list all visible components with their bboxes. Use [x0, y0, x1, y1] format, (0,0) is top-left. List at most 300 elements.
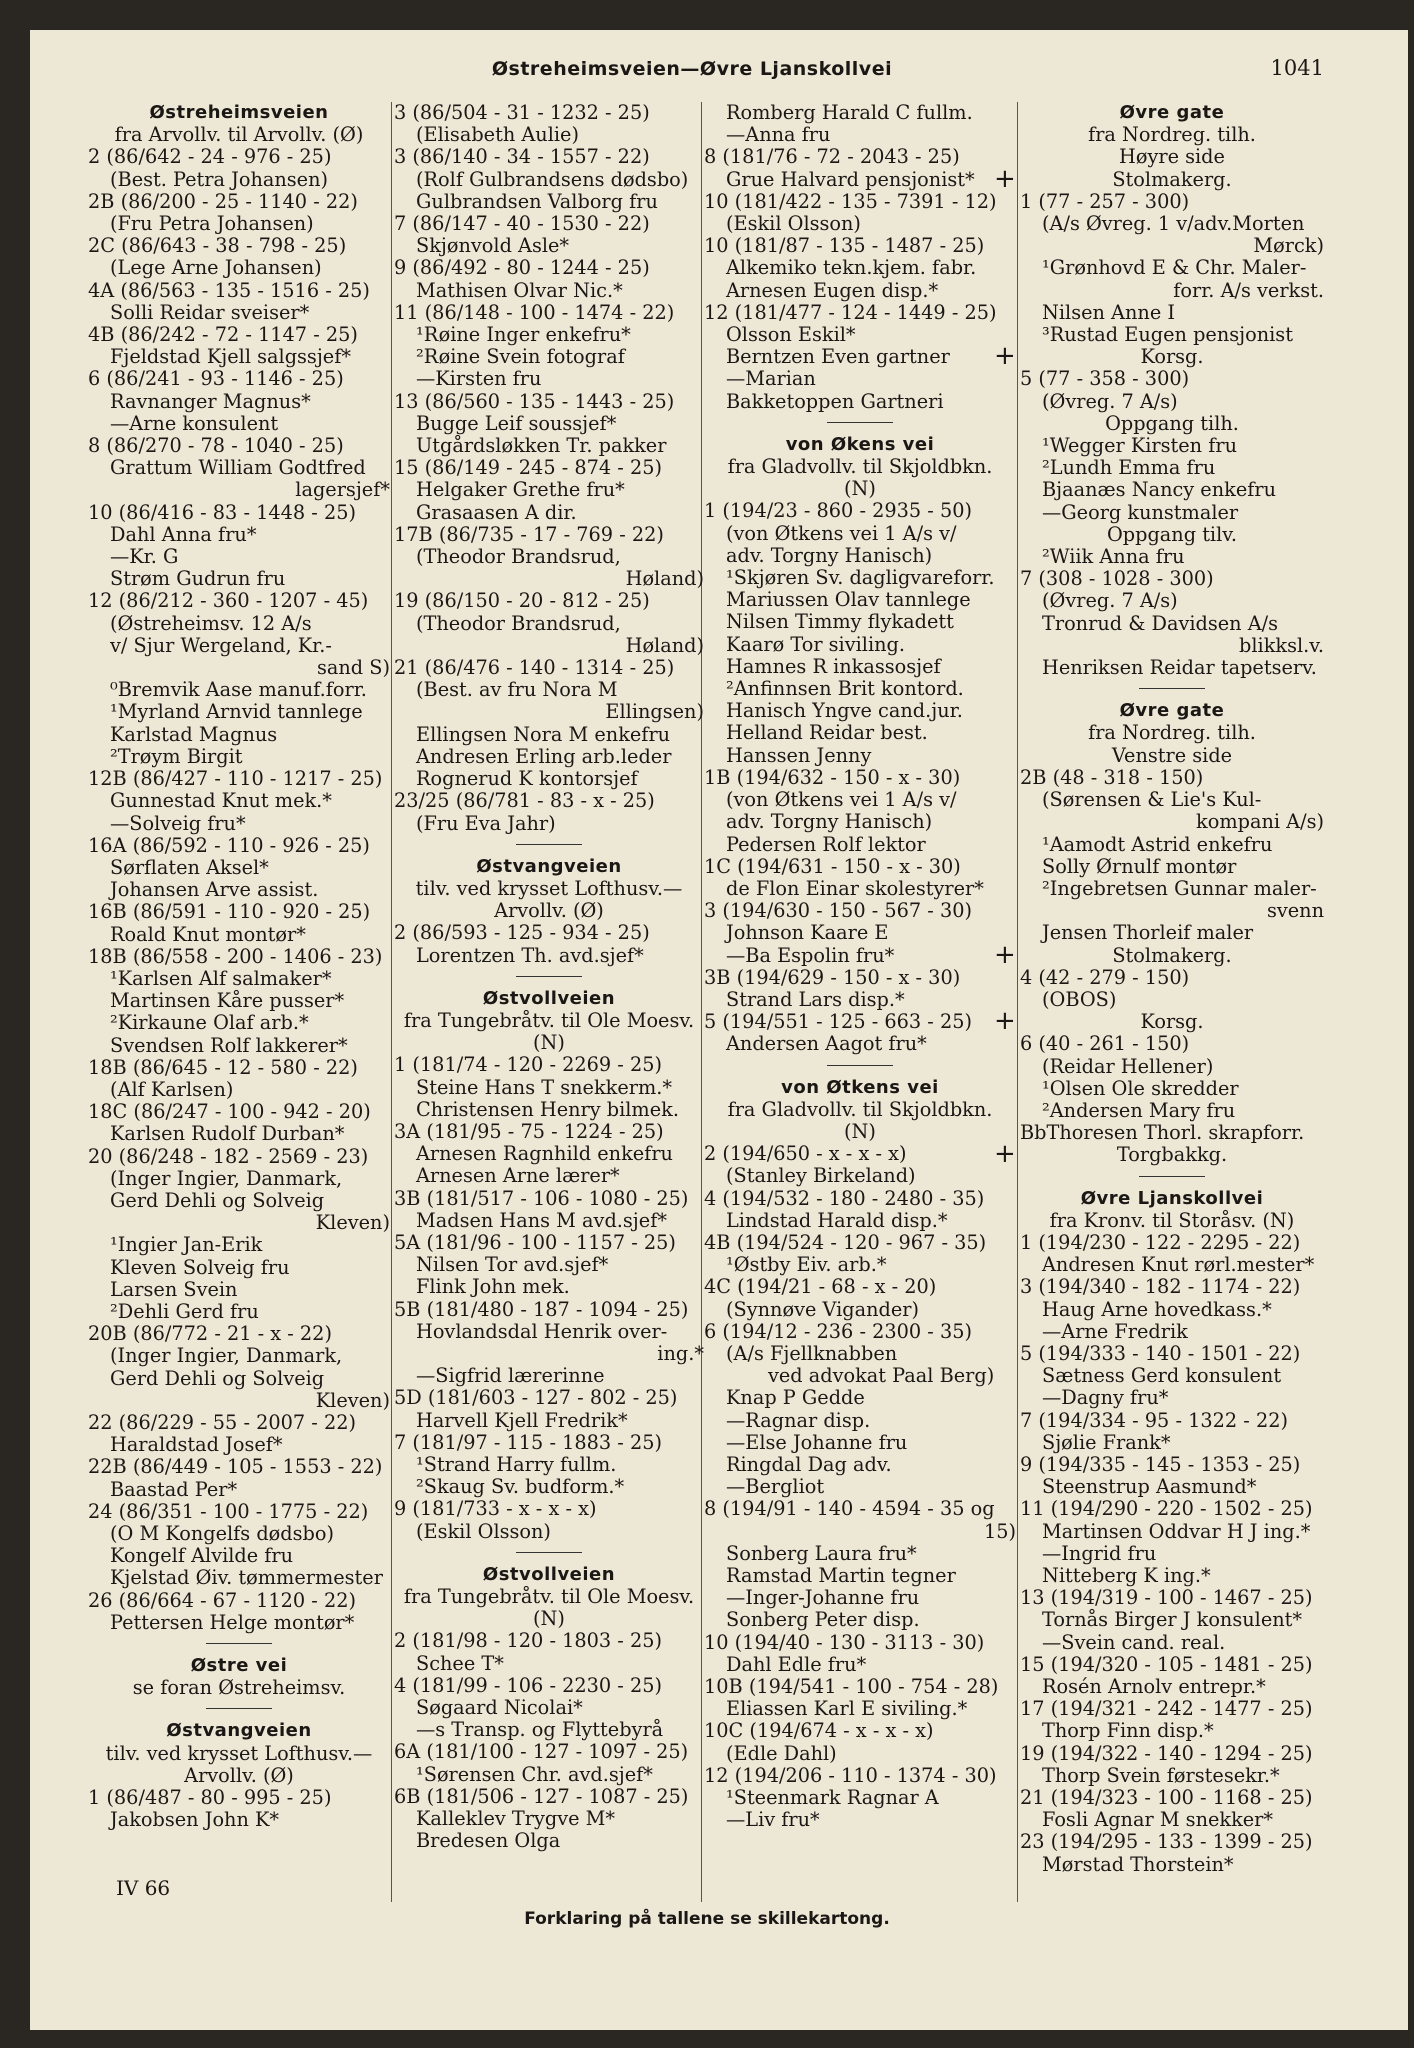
resident-entry: —Sigfrid lærerinne: [416, 1364, 605, 1388]
address-entry: 4 (42 - 279 - 150): [1020, 965, 1190, 989]
resident-entry: (Fru Eva Jahr): [416, 811, 556, 835]
resident-entry: Gunnestad Knut mek.*: [110, 789, 332, 813]
resident-entry: Bakketoppen Gartneri: [726, 389, 944, 413]
resident-entry: Søgaard Nicolai*: [416, 1696, 583, 1720]
resident-entry: —Arne Fredrik: [1042, 1319, 1188, 1343]
address-entry: 3 (86/140 - 34 - 1557 - 22): [394, 145, 650, 169]
cross-street: Korsg. +: [994, 1006, 1204, 1037]
resident-entry: (Best. av fru Nora M: [416, 678, 618, 702]
resident-entry: Solli Reidar sveiser*: [110, 300, 310, 324]
resident-entry: —Arne konsulent: [110, 411, 279, 435]
resident-entry: Kalleklev Trygve M*: [416, 1807, 616, 1831]
entry-continuation: Høland): [625, 633, 704, 657]
resident-entry: (Best. Petra Johansen): [110, 167, 329, 191]
resident-entry: Lindstad Harald disp.*: [726, 1208, 948, 1232]
address-entry: 8 (86/270 - 78 - 1040 - 25): [88, 434, 344, 458]
resident-entry: ¹Grønhovd E & Chr. Maler-: [1042, 256, 1307, 280]
address-entry: 3A (181/95 - 75 - 1224 - 25): [394, 1119, 664, 1143]
resident-entry: (O M Kongelfs dødsbo): [110, 1522, 334, 1545]
address-entry: 10 (181/422 - 135 - 7391 - 12): [704, 189, 997, 213]
resident-entry: de Flon Einar skolestyrer*: [726, 876, 984, 900]
resident-entry: Hovlandsdal Henrik over-: [416, 1319, 668, 1343]
page-number: 1041: [1270, 56, 1324, 80]
address-entry: 5A (181/96 - 100 - 1157 - 25): [394, 1230, 676, 1254]
address-entry: 2 (181/98 - 120 - 1803 - 25): [394, 1629, 662, 1653]
resident-entry: Sonberg Peter disp.: [726, 1608, 920, 1632]
resident-entry: —Georg kunstmaler: [1042, 500, 1239, 524]
resident-entry: Ellingsen Nora M enkefru: [416, 722, 671, 746]
resident-entry: Martinsen Oddvar H J ing.*: [1042, 1519, 1311, 1543]
entry-continuation: Kleven): [315, 1211, 390, 1235]
directory-column-4: [994, 102, 1324, 1876]
resident-entry: Jensen Thorleif maler: [1042, 921, 1254, 945]
resident-entry: Mørstad Thorstein*: [1042, 1852, 1234, 1876]
resident-entry: (Edle Dahl): [726, 1741, 837, 1765]
address-entry: 2B (48 - 318 - 150): [1020, 765, 1204, 789]
resident-entry: Kleven Solveig fru: [110, 1255, 290, 1279]
resident-entry: —Inger-Johanne fru: [726, 1586, 920, 1610]
column-divider: [391, 102, 392, 1902]
address-entry: 9 (86/492 - 80 - 1244 - 25): [394, 256, 650, 280]
resident-entry: Gerd Dehli og Solveig: [110, 1366, 325, 1390]
resident-entry: ²Trøym Birgit: [110, 744, 243, 768]
section-separator: [1139, 688, 1205, 689]
resident-entry: Mathisen Olvar Nic.*: [416, 278, 623, 302]
resident-entry: ²Anfinnsen Brit kontord.: [726, 677, 964, 701]
address-entry: 1 (194/23 - 860 - 2935 - 50): [704, 499, 972, 523]
signature-mark: IV 66: [116, 1876, 171, 1900]
address-entry: 6 (86/241 - 93 - 1146 - 25): [88, 367, 344, 391]
section-separator: [206, 1643, 272, 1644]
address-entry: 10 (86/416 - 83 - 1448 - 25): [88, 500, 356, 524]
address-entry: 1 (194/230 - 122 - 2295 - 22): [1020, 1230, 1301, 1254]
resident-entry: —Kr. G: [110, 545, 179, 569]
resident-entry: Haug Arne hovedkass.*: [1042, 1297, 1272, 1321]
resident-entry: Nilsen Tor avd.sjef*: [416, 1253, 609, 1277]
resident-entry: —Bergliot: [726, 1475, 825, 1499]
crossing-icon: +: [994, 1006, 1016, 1037]
resident-entry: Fjeldstad Kjell salgssjef*: [110, 345, 351, 369]
address-entry: 3 (194/630 - 150 - 567 - 30): [704, 899, 972, 923]
resident-entry: Pettersen Helge montør*: [110, 1610, 355, 1634]
resident-entry: —Dagny fru*: [1042, 1386, 1169, 1410]
address-entry: 13 (86/560 - 135 - 1443 - 25): [394, 389, 675, 413]
address-entry: 16B (86/591 - 110 - 920 - 25): [88, 900, 371, 924]
resident-entry: —Ba Espolin fru*: [726, 943, 895, 967]
street-heading: Østvollveien: [482, 1563, 616, 1585]
resident-entry: Tornås Birger J konsulent*: [1042, 1608, 1303, 1632]
resident-entry: Arnesen Arne lærer*: [416, 1164, 620, 1188]
resident-entry: Henriksen Reidar tapetserv.: [1042, 656, 1317, 680]
resident-entry: (Inger Ingier, Danmark,: [110, 1344, 343, 1368]
address-entry: 7 (181/97 - 115 - 1883 - 25): [394, 1430, 662, 1454]
crossing-icon: +: [994, 1139, 1016, 1170]
resident-entry: Lorentzen Th. avd.sjef*: [416, 943, 644, 967]
resident-entry: Grattum William Godtfred: [110, 456, 366, 480]
resident-entry: (Inger Ingier, Danmark,: [110, 1166, 343, 1190]
address-entry: 10 (181/87 - 135 - 1487 - 25): [704, 234, 985, 258]
street-description: fra Nordreg. tilh.: [1088, 721, 1256, 745]
resident-entry: Sætness Gerd konsulent: [1042, 1364, 1282, 1388]
address-entry: 9 (181/733 - x - x - x): [394, 1497, 597, 1521]
resident-entry: Hanisch Yngve cand.jur.: [726, 699, 963, 723]
resident-entry: ¹Myrland Arnvid tannlege: [110, 700, 363, 724]
resident-entry: Martinsen Kåre pusser*: [110, 989, 345, 1013]
street-description: Oppgang tilh.: [1105, 411, 1239, 435]
resident-entry: Ramstad Martin tegner: [726, 1564, 956, 1587]
street-heading: Østvangveien: [166, 1720, 312, 1742]
address-entry: 2 (86/642 - 24 - 976 - 25): [88, 145, 332, 169]
column-divider: [1017, 102, 1018, 1902]
address-entry: 12 (86/212 - 360 - 1207 - 45): [88, 589, 369, 613]
address-entry: 10C (194/674 - x - x - x): [704, 1719, 934, 1743]
street-description: Høyre side: [1119, 145, 1225, 169]
resident-entry: Thorp Finn disp.*: [1042, 1719, 1214, 1743]
resident-entry: Flink John mek.: [416, 1275, 570, 1299]
address-entry: 5D (181/603 - 127 - 802 - 25): [394, 1386, 678, 1410]
address-entry: 20B (86/772 - 21 - x - 22): [88, 1322, 332, 1346]
resident-entry: Strand Lars disp.*: [726, 987, 905, 1011]
address-entry: 10B (194/541 - 100 - 754 - 28): [704, 1675, 999, 1699]
resident-entry: ¹Sørensen Chr. avd.sjef*: [416, 1762, 653, 1786]
resident-entry: Solly Ørnulf montør: [1042, 854, 1237, 878]
address-entry: 23/25 (86/781 - 83 - x - 25): [394, 789, 655, 813]
address-entry: 2C (86/643 - 38 - 798 - 25): [88, 234, 347, 258]
resident-entry: Haraldstad Josef*: [110, 1433, 283, 1457]
entry-continuation: Høland): [625, 567, 704, 591]
street-description: fra Nordreg. tilh.: [1088, 123, 1256, 147]
entry-continuation: Mørck): [1253, 234, 1324, 258]
address-entry: 10 (194/40 - 130 - 3113 - 30): [704, 1630, 985, 1654]
resident-entry: Hamnes R inkassosjef: [726, 654, 941, 678]
address-entry: 12B (86/427 - 110 - 1217 - 25): [88, 767, 383, 791]
resident-entry: Grasaasen A dir.: [416, 500, 577, 524]
resident-entry: Nilsen Anne I: [1042, 300, 1175, 324]
address-entry: 21 (194/323 - 100 - 1168 - 25): [1020, 1786, 1313, 1810]
address-entry: 9 (194/335 - 145 - 1353 - 25): [1020, 1452, 1301, 1476]
street-description: fra Tungebråtv. til Ole Moesv.: [403, 1585, 695, 1608]
address-entry: 2B (86/200 - 25 - 1140 - 22): [88, 189, 358, 213]
resident-entry: ⁰Bremvik Aase manuf.forr.: [110, 678, 367, 702]
resident-entry: Bredesen Olga: [416, 1829, 561, 1853]
resident-entry: Baastad Per*: [110, 1477, 238, 1501]
resident-entry: Bugge Leif soussjef*: [416, 411, 617, 435]
entry-continuation: svenn: [1266, 899, 1324, 923]
address-entry: 19 (86/150 - 20 - 812 - 25): [394, 589, 650, 613]
resident-entry: Gulbrandsen Valborg fru: [416, 189, 658, 213]
street-description: Oppgang tilv.: [1106, 522, 1238, 546]
resident-entry: (Theodor Brandsrud,: [416, 545, 621, 569]
resident-entry: Karlsen Rudolf Durban*: [110, 1122, 345, 1146]
street-description: se foran Østreheimsv.: [132, 1676, 346, 1700]
resident-entry: (Østreheimsv. 12 A/s: [110, 611, 312, 635]
street-heading: Øvre Ljanskollvei: [1080, 1187, 1264, 1209]
cross-street: Stolmakerg. +: [994, 939, 1232, 970]
crossing-icon: +: [994, 341, 1016, 372]
resident-entry: Thorp Svein førstesekr.*: [1042, 1763, 1280, 1787]
resident-entry: Strøm Gudrun fru: [110, 567, 286, 591]
address-entry: 22B (86/449 - 105 - 1553 - 22): [88, 1455, 383, 1479]
resident-entry: (Øvreg. 7 A/s): [1042, 589, 1178, 613]
resident-entry: Eliassen Karl E siviling.*: [726, 1697, 968, 1721]
resident-entry: Sjølie Frank*: [1042, 1430, 1171, 1454]
address-entry: 3B (194/629 - 150 - x - 30): [704, 965, 961, 989]
resident-entry: Knap P Gedde: [726, 1386, 865, 1410]
resident-entry: Johnson Kaare E: [726, 921, 889, 945]
street-description: fra Gladvollv. til Skjoldbkn.: [727, 1097, 993, 1121]
address-entry: 1C (194/631 - 150 - x - 30): [704, 854, 961, 878]
section-separator: [827, 1065, 893, 1066]
address-entry: 13 (194/319 - 100 - 1467 - 25): [1020, 1586, 1313, 1610]
resident-entry: (Alf Karlsen): [110, 1077, 234, 1101]
resident-entry: Mariussen Olav tannlege: [726, 588, 971, 612]
entry-continuation: blikksl.v.: [1239, 633, 1324, 657]
resident-entry: v/ Sjur Wergeland, Kr.-: [110, 633, 332, 657]
resident-entry: Romberg Harald C fullm.: [726, 101, 973, 124]
resident-entry: Steine Hans T snekkerm.*: [416, 1075, 673, 1099]
street-description: (N): [844, 477, 876, 501]
entry-continuation: Ellingsen): [605, 700, 704, 724]
entry-continuation: 15): [983, 1519, 1016, 1543]
section-separator: [516, 976, 582, 977]
address-entry: 18B (86/558 - 200 - 1406 - 23): [88, 944, 383, 968]
resident-entry: ¹Østby Eiv. arb.*: [726, 1253, 887, 1277]
cross-street: Korsg. +: [994, 341, 1204, 372]
resident-entry: —Anna fru: [726, 123, 831, 147]
resident-entry: Kjelstad Øiv. tømmermester: [110, 1566, 383, 1590]
resident-entry: —Ragnar disp.: [726, 1408, 871, 1432]
resident-entry: Kaarø Tor siviling.: [726, 632, 906, 656]
section-separator: [516, 1552, 582, 1553]
resident-entry: Tronrud & Davidsen A/s: [1042, 611, 1279, 635]
street-description: Venstre side: [1111, 743, 1233, 767]
directory-column-2: [394, 102, 704, 1852]
address-entry: 6A (181/100 - 127 - 1097 - 25): [394, 1740, 689, 1764]
resident-entry: ¹Ingier Jan-Erik: [110, 1233, 263, 1257]
street-description: fra Arvollv. til Arvollv. (Ø): [114, 123, 364, 147]
address-entry: 18C (86/247 - 100 - 942 - 20): [88, 1100, 371, 1124]
resident-entry: ²Andersen Mary fru: [1042, 1098, 1236, 1122]
resident-entry: Nitteberg K ing.*: [1042, 1564, 1211, 1587]
resident-entry: Larsen Svein: [110, 1277, 238, 1301]
resident-entry: (Sørensen & Lie's Kul-: [1042, 788, 1262, 812]
resident-entry: Pedersen Rolf lektor: [726, 832, 926, 856]
address-entry: 3B (181/517 - 106 - 1080 - 25): [394, 1186, 689, 1210]
address-entry: 6 (194/12 - 236 - 2300 - 35): [704, 1319, 972, 1343]
resident-entry: Arnesen Ragnhild enkefru: [416, 1142, 673, 1166]
resident-entry: Arnesen Eugen disp.*: [726, 278, 939, 302]
resident-entry: (Elisabeth Aulie): [416, 123, 579, 147]
resident-entry: ¹Skjøren Sv. dagligvareforr.: [726, 566, 995, 590]
entry-continuation: sand S): [316, 656, 390, 680]
address-entry: 5 (77 - 358 - 300): [1020, 367, 1190, 391]
section-separator: [206, 1708, 272, 1709]
resident-entry: Rosén Arnolv entrepr.*: [1042, 1675, 1266, 1699]
resident-entry: Helgaker Grethe fru*: [416, 478, 625, 502]
address-entry: 3 (194/340 - 182 - 1174 - 22): [1020, 1275, 1301, 1299]
resident-entry: Olsson Eskil*: [726, 323, 856, 347]
resident-entry: ²Røine Svein fotograf: [416, 345, 625, 369]
resident-entry: Gerd Dehli og Solveig: [110, 1188, 325, 1212]
resident-entry: ¹Steenmark Ragnar A: [726, 1786, 939, 1810]
cross-street: Stolmakerg. +: [994, 163, 1232, 194]
resident-entry: adv. Torgny Hanisch): [726, 810, 933, 834]
address-entry: 7 (86/147 - 40 - 1530 - 22): [394, 212, 650, 236]
resident-entry: Alkemiko tekn.kjem. fabr.: [726, 256, 977, 280]
resident-entry: Johansen Arve assist.: [110, 878, 319, 902]
resident-entry: Christensen Henry bilmek.: [416, 1097, 679, 1121]
resident-entry: (von Øtkens vei 1 A/s v/: [726, 788, 957, 812]
address-entry: 16A (86/592 - 110 - 926 - 25): [88, 833, 370, 857]
resident-entry: Andersen Aagot fru*: [726, 1032, 927, 1056]
resident-entry: Ravnanger Magnus*: [110, 389, 311, 413]
resident-entry: ¹Strand Harry fullm.: [416, 1452, 617, 1476]
resident-entry: Kongelf Alvilde fru: [110, 1544, 294, 1568]
resident-entry: ¹Wegger Kirsten fru: [1042, 434, 1237, 458]
address-entry: 15 (194/320 - 105 - 1481 - 25): [1020, 1652, 1313, 1676]
street-heading: Østre vei: [190, 1655, 288, 1677]
page-header: [60, 58, 1324, 90]
address-entry: BbThoresen Thorl. skrapforr.: [1020, 1121, 1305, 1145]
address-entry: 4B (86/242 - 72 - 1147 - 25): [88, 323, 358, 347]
resident-entry: (OBOS): [1042, 987, 1117, 1011]
resident-entry: —Liv fru*: [726, 1808, 820, 1832]
resident-entry: Utgårdsløkken Tr. pakker: [416, 434, 667, 458]
resident-entry: (Fru Petra Johansen): [110, 212, 314, 236]
resident-entry: ²Skaug Sv. budform.*: [416, 1475, 625, 1499]
address-entry: 1 (181/74 - 120 - 2269 - 25): [394, 1053, 662, 1077]
street-description: (N): [533, 1031, 565, 1055]
resident-entry: Madsen Hans M avd.sjef*: [416, 1208, 667, 1232]
address-entry: 12 (181/477 - 124 - 1449 - 25): [704, 300, 997, 324]
address-entry: 22 (86/229 - 55 - 2007 - 22): [88, 1410, 356, 1434]
resident-entry: Nilsen Timmy flykadett: [726, 610, 954, 634]
resident-entry: (Rolf Gulbrandsens dødsbo): [416, 167, 689, 191]
resident-entry: —Else Johanne fru: [726, 1430, 908, 1454]
street-description: fra Gladvollv. til Skjoldbkn.: [727, 455, 993, 479]
street-description: fra Kronv. til Storåsv. (N): [1049, 1208, 1295, 1232]
section-separator: [1139, 1176, 1205, 1177]
resident-entry: (Eskil Olsson): [726, 212, 861, 236]
address-entry: 1 (77 - 257 - 300): [1020, 189, 1190, 213]
resident-entry: Schee T*: [416, 1651, 504, 1675]
resident-entry: (A/s Fjellknabben: [726, 1341, 898, 1365]
resident-entry: Berntzen Even gartner: [726, 345, 950, 369]
entry-continuation: lagersjef*: [295, 478, 390, 502]
resident-entry: ved advokat Paal Berg): [768, 1364, 995, 1388]
resident-entry: ¹Røine Inger enkefru*: [416, 323, 631, 347]
resident-entry: Dahl Anna fru*: [110, 522, 257, 546]
street-heading: Østvollveien: [482, 987, 616, 1009]
resident-entry: —s Transp. og Flyttebyrå: [416, 1718, 664, 1742]
directory-column-1: [88, 102, 390, 1831]
street-description: tilv. ved krysset Lofthusv.—: [415, 876, 683, 900]
crossing-icon: +: [994, 163, 1016, 194]
resident-entry: Ringdal Dag adv.: [726, 1452, 892, 1476]
address-entry: 1B (194/632 - 150 - x - 30): [704, 765, 961, 789]
street-description: Arvollv. (Ø): [494, 899, 604, 923]
address-entry: 5 (194/551 - 125 - 663 - 25): [704, 1010, 972, 1034]
resident-entry: ¹Olsen Ole skredder: [1042, 1076, 1239, 1100]
address-entry: 11 (194/290 - 220 - 1502 - 25): [1020, 1497, 1313, 1521]
street-heading: Østreheimsveien: [149, 102, 329, 123]
resident-entry: ²Lundh Emma fru: [1042, 456, 1216, 480]
address-entry: 18B (86/645 - 12 - 580 - 22): [88, 1055, 358, 1079]
resident-entry: ²Ingebretsen Gunnar maler-: [1042, 876, 1317, 900]
resident-entry: Rognerud K kontorsjef: [416, 767, 638, 791]
address-entry: 8 (194/91 - 140 - 4594 - 35 og: [704, 1497, 995, 1521]
street-description: tilv. ved krysset Lofthusv.—: [105, 1741, 373, 1765]
resident-entry: Sørflaten Aksel*: [110, 855, 269, 879]
directory-column-3: [704, 102, 1016, 1831]
resident-entry: ¹Karlsen Alf salmaker*: [110, 966, 332, 990]
resident-entry: ²Wiik Anna fru: [1042, 545, 1185, 569]
address-entry: 4C (194/21 - 68 - x - 20): [704, 1275, 937, 1299]
resident-entry: Sonberg Laura fru*: [726, 1541, 917, 1565]
entry-continuation: Kleven): [315, 1388, 390, 1412]
address-entry: 4 (194/532 - 180 - 2480 - 35): [704, 1186, 985, 1210]
address-entry: 7 (308 - 1028 - 300): [1020, 567, 1214, 591]
street-heading: Øvre gate: [1119, 700, 1225, 722]
address-entry: 2 (194/650 - x - x - x): [704, 1142, 907, 1166]
street-heading: von Økens vei: [785, 433, 935, 455]
resident-entry: (Lege Arne Johansen): [110, 256, 322, 280]
address-entry: 3 (86/504 - 31 - 1232 - 25): [394, 101, 650, 124]
resident-entry: (Øvreg. 7 A/s): [1042, 389, 1178, 413]
resident-entry: ¹Aamodt Astrid enkefru: [1042, 832, 1273, 856]
cross-street: Torgbakkg. +: [994, 1139, 1228, 1170]
resident-entry: adv. Torgny Hanisch): [726, 543, 933, 567]
resident-entry: Bjaanæs Nancy enkefru: [1042, 478, 1277, 502]
street-heading: Østvangveien: [476, 855, 622, 877]
entry-continuation: forr. A/s verkst.: [1173, 278, 1324, 302]
address-entry: 4 (181/99 - 106 - 2230 - 25): [394, 1673, 662, 1697]
resident-entry: ²Dehli Gerd fru: [110, 1299, 259, 1323]
section-separator: [516, 844, 582, 845]
address-entry: 6 (40 - 261 - 150): [1020, 1032, 1190, 1056]
resident-entry: (A/s Øvreg. 1 v/adv.Morten: [1042, 212, 1305, 236]
resident-entry: Steenstrup Aasmund*: [1042, 1475, 1257, 1499]
address-entry: 7 (194/334 - 95 - 1322 - 22): [1020, 1408, 1288, 1432]
address-entry: 20 (86/248 - 182 - 2569 - 23): [88, 1144, 369, 1168]
resident-entry: Roald Knut montør*: [110, 922, 306, 946]
resident-entry: Fosli Agnar M snekker*: [1042, 1808, 1274, 1832]
resident-entry: (von Øtkens vei 1 A/s v/: [726, 521, 957, 545]
resident-entry: Andresen Erling arb.leder: [416, 744, 672, 768]
resident-entry: Helland Reidar best.: [726, 721, 928, 745]
address-entry: 26 (86/664 - 67 - 1120 - 22): [88, 1588, 356, 1612]
page-footer: Forklaring på tallene se skillekartong.: [524, 1909, 890, 1929]
resident-entry: —Marian: [726, 367, 816, 391]
resident-entry: —Svein cand. real.: [1042, 1630, 1226, 1654]
address-entry: 12 (194/206 - 110 - 1374 - 30): [704, 1763, 997, 1787]
resident-entry: Jakobsen John K*: [110, 1808, 280, 1832]
resident-entry: Karlstad Magnus: [110, 722, 278, 746]
address-entry: 23 (194/295 - 133 - 1399 - 25): [1020, 1830, 1313, 1854]
resident-entry: Andresen Knut rørl.mester*: [1042, 1253, 1315, 1277]
address-entry: 11 (86/148 - 100 - 1474 - 22): [394, 300, 675, 324]
street-heading: von Øtkens vei: [781, 1076, 939, 1098]
address-entry: 17 (194/321 - 242 - 1477 - 25): [1020, 1697, 1313, 1721]
address-entry: 19 (194/322 - 140 - 1294 - 25): [1020, 1741, 1313, 1765]
address-entry: 1 (86/487 - 80 - 995 - 25): [88, 1786, 332, 1810]
street-description: (N): [533, 1607, 565, 1631]
entry-continuation: kompani A/s): [1196, 810, 1324, 834]
address-entry: 5 (194/333 - 140 - 1501 - 22): [1020, 1341, 1301, 1365]
resident-entry: (Eskil Olsson): [416, 1519, 551, 1543]
resident-entry: (Reidar Hellener): [1042, 1054, 1214, 1078]
resident-entry: (Stanley Birkeland): [726, 1164, 916, 1188]
